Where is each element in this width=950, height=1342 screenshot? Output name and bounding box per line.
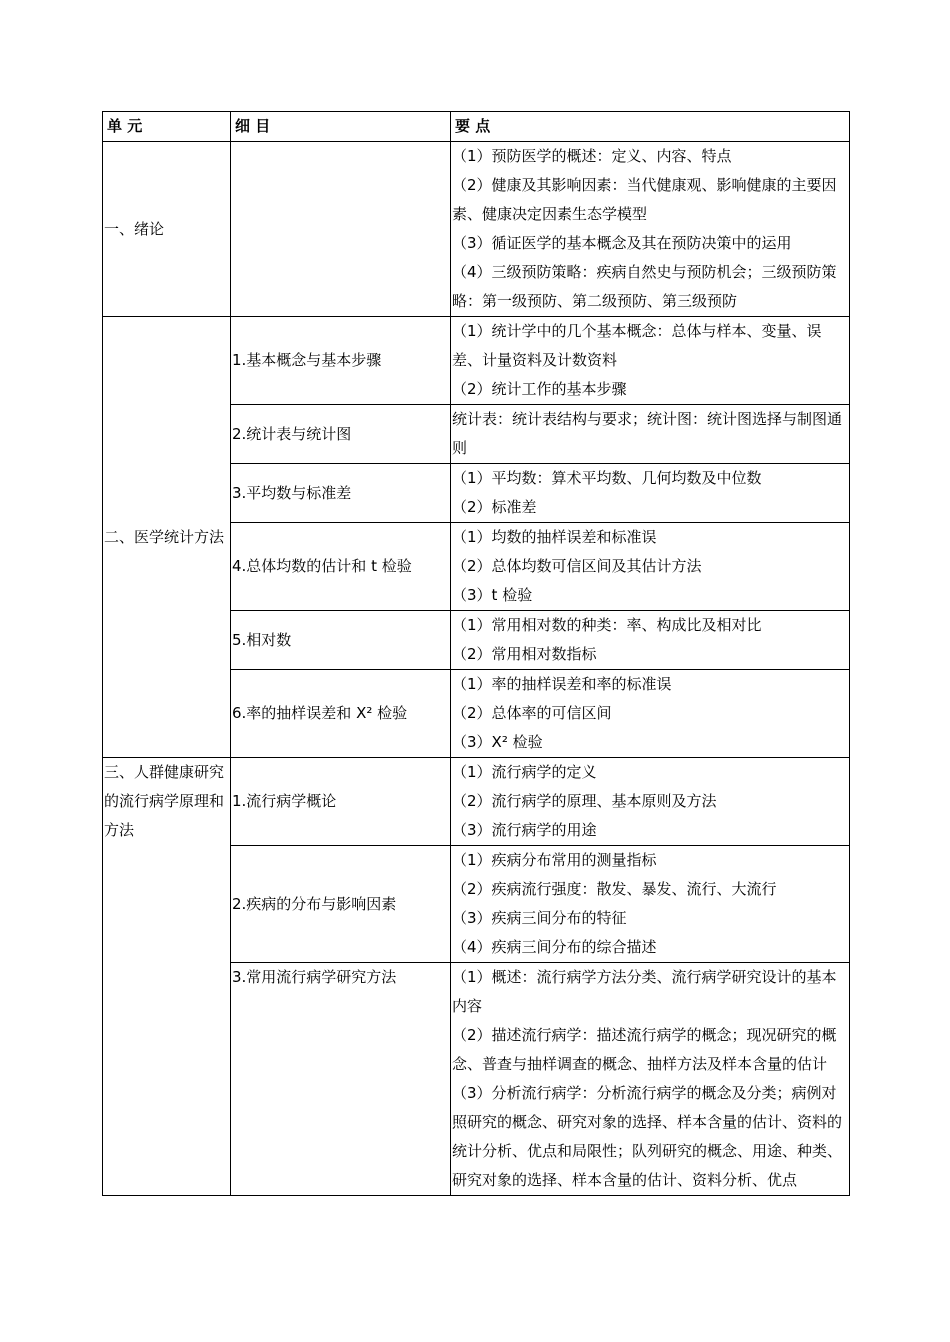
table-row <box>103 317 850 405</box>
points-cell <box>451 846 850 963</box>
point-item: （3）流行病学的用途 <box>452 821 597 839</box>
detail-cell <box>231 142 451 317</box>
points-cell <box>451 963 850 1196</box>
detail-cell: 2.疾病的分布与影响因素 <box>231 846 451 963</box>
points-cell <box>451 523 850 611</box>
points-cell <box>451 758 850 846</box>
point-item: （2）总体率的可信区间 <box>452 704 612 722</box>
point-item: （3）分析流行病学：分析流行病学的概念及分类；病例对照研究的概念、研究对象的选择、样本含量的估计、资料的统计分析、优点和局限性；队列研究的概念、用途、种类、研究对象的选择、样本含量的估计、资料分析、优点 <box>452 1084 843 1189</box>
point-item: （1）流行病学的定义 <box>452 763 597 781</box>
point-item: （2）常用相对数指标 <box>452 645 597 663</box>
detail-cell: 3.常用流行病学研究方法 <box>231 963 451 1196</box>
point-item: （4）疾病三间分布的综合描述 <box>452 938 657 956</box>
point-item: （3）疾病三间分布的特征 <box>452 909 627 927</box>
point-item: （3）循证医学的基本概念及其在预防决策中的运用 <box>452 234 792 252</box>
table-row <box>103 142 850 317</box>
point-item: （1）疾病分布常用的测量指标 <box>452 851 657 869</box>
header-points: 要 点 <box>451 112 850 142</box>
point-item: （1）常用相对数的种类：率、构成比及相对比 <box>452 616 762 634</box>
point-item: （2）流行病学的原理、基本原则及方法 <box>452 792 717 810</box>
point-item: （2）标准差 <box>452 498 537 516</box>
table-header-row <box>103 112 850 142</box>
points-cell <box>451 142 850 317</box>
detail-cell: 2.统计表与统计图 <box>231 405 451 464</box>
unit-cell: 三、人群健康研究的流行病学原理和方法 <box>103 758 231 1196</box>
syllabus-table <box>102 111 850 1196</box>
points-cell <box>451 670 850 758</box>
detail-cell: 5.相对数 <box>231 611 451 670</box>
point-item: （2）描述流行病学：描述流行病学的概念；现况研究的概念、普查与抽样调查的概念、抽样方法及样本含量的估计 <box>452 1026 837 1073</box>
point-item: （1）概述：流行病学方法分类、流行病学研究设计的基本内容 <box>452 968 837 1015</box>
point-item: （1）统计学中的几个基本概念：总体与样本、变量、误差、计量资料及计数资料 <box>452 322 822 369</box>
detail-cell: 3.平均数与标准差 <box>231 464 451 523</box>
points-cell <box>451 464 850 523</box>
table-row <box>103 758 850 846</box>
points-cell <box>451 405 850 464</box>
header-detail: 细 目 <box>231 112 451 142</box>
detail-cell: 4.总体均数的估计和 t 检验 <box>231 523 451 611</box>
point-item: （1）均数的抽样误差和标准误 <box>452 528 657 546</box>
point-item: （2）总体均数可信区间及其估计方法 <box>452 557 702 575</box>
point-item: （1）平均数：算术平均数、几何均数及中位数 <box>452 469 762 487</box>
points-cell <box>451 611 850 670</box>
point-item: （1）预防医学的概述：定义、内容、特点 <box>452 147 732 165</box>
header-unit: 单 元 <box>103 112 231 142</box>
point-item: （2）统计工作的基本步骤 <box>452 380 627 398</box>
point-item: （2）疾病流行强度：散发、暴发、流行、大流行 <box>452 880 777 898</box>
point-item: （4）三级预防策略：疾病自然史与预防机会；三级预防策略：第一级预防、第二级预防、第三级预防 <box>452 263 837 310</box>
point-item: 统计表：统计表结构与要求；统计图：统计图选择与制图通则 <box>452 410 843 457</box>
point-item: （3）t 检验 <box>452 586 533 604</box>
detail-cell: 6.率的抽样误差和 X² 检验 <box>231 670 451 758</box>
unit-cell: 一、绪论 <box>103 142 231 317</box>
detail-cell: 1.基本概念与基本步骤 <box>231 317 451 405</box>
point-item: （1）率的抽样误差和率的标准误 <box>452 675 672 693</box>
points-cell <box>451 317 850 405</box>
detail-cell: 1.流行病学概论 <box>231 758 451 846</box>
point-item: （3）X² 检验 <box>452 733 543 751</box>
point-item: （2）健康及其影响因素：当代健康观、影响健康的主要因素、健康决定因素生态学模型 <box>452 176 837 223</box>
unit-cell: 二、医学统计方法 <box>103 317 231 758</box>
